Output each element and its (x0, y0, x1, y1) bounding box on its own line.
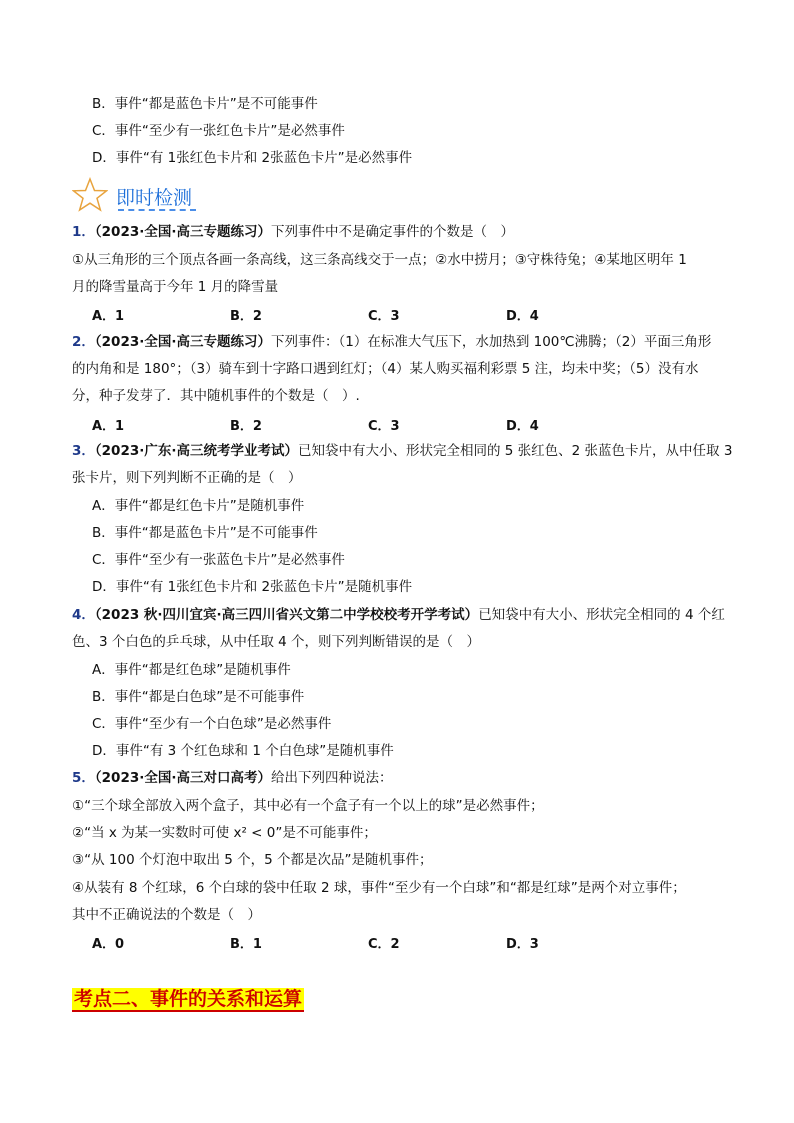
q1-option-a: A．1 (92, 309, 125, 324)
q2-text: 下列事件：（1）在标准大气压下，水加热到 100℃沸腾；（2）平面三角形 (271, 334, 712, 350)
q5-option-c: C．2 (368, 937, 400, 952)
q5-statement-3: ③“从 100 个灯泡中取出 5 个，5 个都是次品”是随机事件； (72, 852, 433, 868)
prev-option-b: B．事件“都是蓝色卡片”是不可能事件 (92, 96, 318, 112)
q1-stem (72, 223, 514, 241)
q4-number: 4． (72, 607, 95, 623)
q5-option-b: B．1 (230, 937, 262, 952)
q5-options (92, 933, 644, 952)
q3-option-b: B．事件“都是蓝色卡片”是不可能事件 (92, 525, 318, 541)
q4-source: （2023 秋·四川宜宾·高三四川省兴文第二中学校校考开学考试） (94, 607, 479, 623)
q2-option-c: C．3 (368, 419, 400, 434)
q3-stem (72, 442, 732, 460)
q2-stem (72, 333, 711, 351)
q5-number: 5． (72, 770, 95, 786)
q2-line3: 分，种子发芽了．其中随机事件的个数是（ ）. (72, 388, 360, 404)
q2-source: （2023·全国·高三专题练习） (94, 334, 271, 350)
q1-line3: 月的降雪量高于今年 1 月的降雪量 (72, 279, 279, 295)
q2-option-d: D．4 (506, 419, 539, 434)
q3-source: （2023·广东·高三统考学业考试） (94, 443, 298, 459)
q5-statement-4: ④从装有 8 个红球，6 个白球的袋中任取 2 球，事件“至少有一个白球”和“都是红球”是两个对立事件； (72, 880, 686, 896)
q5-question: 其中不正确说法的个数是（ ） (72, 907, 261, 923)
section-title: 考点二、事件的关系和运算 (74, 988, 303, 1010)
q3-text: 已知袋中有大小、形状完全相同的 5 张红色、2 张蓝色卡片，从中任取 3 (298, 443, 733, 459)
star-icon (72, 177, 108, 213)
q4-text: 已知袋中有大小、形状完全相同的 4 个红 (478, 607, 725, 623)
q3-option-a: A．事件“都是红色卡片”是随机事件 (92, 498, 305, 514)
q4-line2: 色、3 个白色的乒乓球，从中任取 4 个，则下列判断错误的是（ ） (72, 634, 481, 650)
q1-text: 下列事件中不是确定事件的个数是（ ） (271, 224, 514, 240)
q5-text: 给出下列四种说法： (271, 770, 393, 786)
q5-statement-2: ②“当 x 为某一实数时可使 x² < 0”是不可能事件； (72, 825, 377, 841)
q4-option-a: A．事件“都是红色球”是随机事件 (92, 662, 291, 678)
q1-source: （2023·全国·高三专题练习） (94, 224, 271, 240)
q1-option-c: C．3 (368, 309, 400, 324)
q3-number: 3． (72, 443, 95, 459)
q1-line2: ①从三角形的三个顶点各画一条高线，这三条高线交于一点；②水中捞月；③守株待兔；④某地区明年 1 (72, 252, 687, 268)
prev-option-c: C．事件“至少有一张红色卡片”是必然事件 (92, 123, 345, 139)
q5-statement-1: ①“三个球全部放入两个盒子，其中必有一个盒子有一个以上的球”是必然事件； (72, 798, 544, 814)
q4-option-d: D．事件“有 3 个红色球和 1 个白色球”是随机事件 (92, 743, 394, 759)
q1-option-d: D．4 (506, 309, 539, 324)
q5-option-a: A．0 (92, 937, 125, 952)
q1-option-b: B．2 (230, 309, 262, 324)
q4-stem (72, 606, 725, 624)
q4-option-c: C．事件“至少有一个白色球”是必然事件 (92, 716, 332, 732)
q2-option-a: A．1 (92, 419, 125, 434)
q2-number: 2． (72, 334, 95, 350)
q2-options (92, 415, 644, 434)
heading-text: 即时检测 (116, 187, 193, 209)
q4-option-b: B．事件“都是白色球”是不可能事件 (92, 689, 305, 705)
q2-option-b: B．2 (230, 419, 262, 434)
q5-option-d: D．3 (506, 937, 539, 952)
q1-options (92, 305, 644, 324)
q3-option-c: C．事件“至少有一张蓝色卡片”是必然事件 (92, 552, 345, 568)
q2-line2: 的内角和是 180°；（3）骑车到十字路口遇到红灯；（4）某人购买福利彩票 5 注，均未中奖；（5）没有水 (72, 361, 699, 377)
q5-source: （2023·全国·高三对口高考） (94, 770, 271, 786)
prev-option-d: D．事件“有 1张红色卡片和 2张蓝色卡片”是必然事件 (92, 150, 413, 166)
heading-underline (118, 209, 196, 211)
q3-line2: 张卡片，则下列判断不正确的是（ ） (72, 470, 302, 486)
q3-option-d: D．事件“有 1张红色卡片和 2张蓝色卡片”是随机事件 (92, 579, 413, 595)
q1-number: 1． (72, 224, 95, 240)
q5-stem (72, 769, 393, 787)
